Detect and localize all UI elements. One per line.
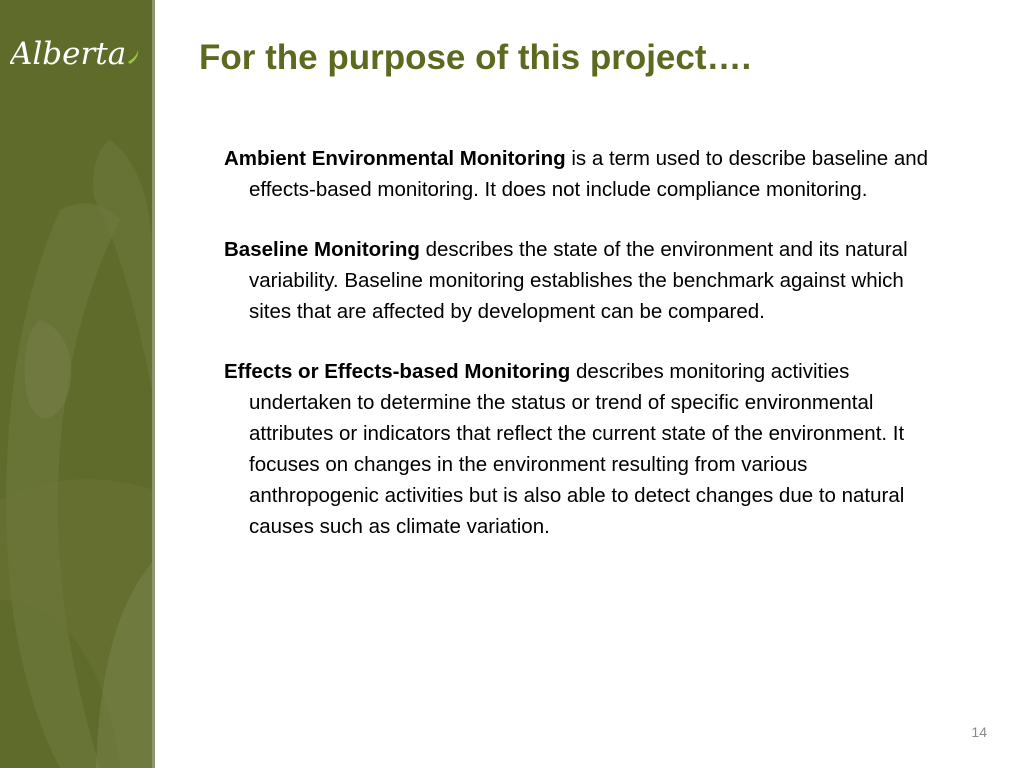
- definition-paragraph-baseline: [224, 234, 939, 327]
- sidebar-divider: [152, 0, 155, 768]
- alberta-logo: [10, 32, 146, 74]
- alberta-logo-text: Alberta: [10, 36, 127, 72]
- slide-body: [224, 143, 939, 571]
- definition-text: describes the state of the environment and its natural variability. Baseline monitoring establishes the benchmark against which sites that are affected by development can be compared.: [249, 238, 908, 323]
- leaf-watermark-graphic: [0, 0, 154, 768]
- definition-term: Ambient Environmental Monitoring: [224, 147, 566, 170]
- sidebar-panel: [0, 0, 154, 768]
- definition-paragraph-ambient: [224, 143, 939, 205]
- definition-paragraph-effects: [224, 356, 939, 542]
- page-number: 14: [971, 724, 987, 740]
- leaf-accent-icon: [128, 49, 138, 64]
- definition-text: is a term used to describe baseline and effects-based monitoring. It does not include compliance monitoring.: [249, 147, 929, 201]
- definition-term: Baseline Monitoring: [224, 238, 420, 261]
- slide-title: For the purpose of this project….: [199, 38, 752, 77]
- definition-term: Effects or Effects-based Monitoring: [224, 360, 571, 383]
- definition-text: describes monitoring activities undertaken to determine the status or trend of specific environmental attributes or indicators that reflect the current state of the environment. It focuses on changes in the environment resulting from various anthropogenic activities but is also able to detect changes due to natural causes such as climate variation.: [249, 360, 905, 538]
